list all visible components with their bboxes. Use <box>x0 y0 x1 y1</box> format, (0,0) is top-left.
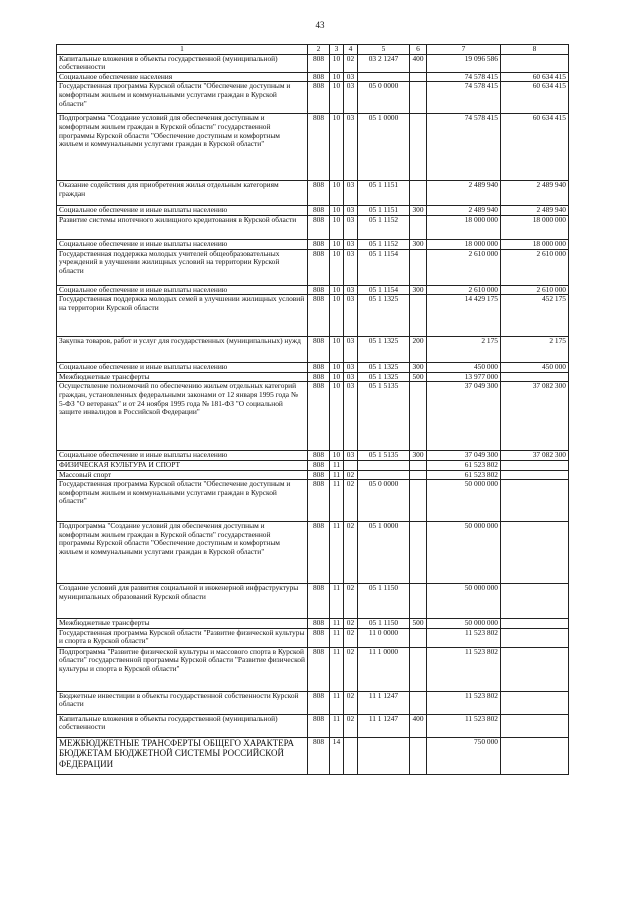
cell-subsection: 03 <box>344 215 358 239</box>
cell-subsection: 03 <box>344 206 358 216</box>
cell-subsection: 03 <box>344 337 358 363</box>
table-row <box>57 249 569 285</box>
cell-amount-year-1: 13 977 000 <box>427 372 501 382</box>
cell-subsection: 02 <box>344 714 358 737</box>
cell-subsection: 03 <box>344 82 358 114</box>
row-description: Социальное обеспечение и иные выплаты населению <box>57 285 308 295</box>
cell-ministry-code: 808 <box>308 82 330 114</box>
row-description: ФИЗИЧЕСКАЯ КУЛЬТУРА И СПОРТ <box>57 460 308 470</box>
cell-amount-year-2: 60 634 415 <box>501 82 569 114</box>
table-row <box>57 382 569 451</box>
cell-section: 10 <box>330 382 344 451</box>
row-description: Капитальные вложения в объекты государственной (муниципальной) собственности <box>57 714 308 737</box>
cell-amount-year-2 <box>501 522 569 584</box>
cell-subsection: 03 <box>344 181 358 206</box>
cell-target-article: 11 1 1247 <box>358 691 410 714</box>
cell-subsection: 02 <box>344 647 358 691</box>
cell-amount-year-2 <box>501 619 569 629</box>
cell-subsection: 03 <box>344 295 358 337</box>
row-description: Социальное обеспечение и иные выплаты населению <box>57 206 308 216</box>
row-description: Государственная программа Курской области "Обеспечение доступным и комфортным жильем и коммунальными услугами граждан в Курской области" <box>57 82 308 114</box>
cell-expense-type <box>410 249 427 285</box>
cell-target-article: 05 1 0000 <box>358 522 410 584</box>
cell-target-article: 05 1 5135 <box>358 382 410 451</box>
cell-section: 10 <box>330 249 344 285</box>
cell-expense-type <box>410 647 427 691</box>
cell-amount-year-2 <box>501 480 569 522</box>
cell-ministry-code: 808 <box>308 737 330 774</box>
column-header: 7 <box>427 45 501 55</box>
cell-subsection: 03 <box>344 363 358 373</box>
cell-target-article: 03 2 1247 <box>358 54 410 72</box>
table-row <box>57 295 569 337</box>
cell-amount-year-1: 18 000 000 <box>427 239 501 249</box>
cell-section: 11 <box>330 584 344 619</box>
cell-section: 10 <box>330 295 344 337</box>
cell-section: 10 <box>330 363 344 373</box>
table-row <box>57 451 569 461</box>
cell-ministry-code: 808 <box>308 647 330 691</box>
cell-subsection: 02 <box>344 691 358 714</box>
cell-expense-type <box>410 691 427 714</box>
cell-section: 10 <box>330 181 344 206</box>
row-description: Создание условий для развития социальной и инженерной инфраструктуры муниципальных образований Курской области <box>57 584 308 619</box>
table-row <box>57 372 569 382</box>
table-row <box>57 737 569 774</box>
cell-amount-year-2 <box>501 691 569 714</box>
cell-subsection: 03 <box>344 249 358 285</box>
cell-section: 11 <box>330 628 344 647</box>
cell-section: 10 <box>330 72 344 82</box>
cell-amount-year-2: 452 175 <box>501 295 569 337</box>
row-description: Социальное обеспечение и иные выплаты населению <box>57 363 308 373</box>
table-row <box>57 714 569 737</box>
row-description: Государственная поддержка молодых учителей общеобразовательных учреждений в улучшении жилищных условий на территории Курской области <box>57 249 308 285</box>
cell-section: 11 <box>330 470 344 480</box>
cell-amount-year-2: 2 610 000 <box>501 285 569 295</box>
cell-subsection <box>344 460 358 470</box>
row-description: Капитальные вложения в объекты государственной (муниципальной) собственности <box>57 54 308 72</box>
cell-amount-year-2: 2 175 <box>501 337 569 363</box>
cell-section: 10 <box>330 206 344 216</box>
cell-target-article: 05 1 1151 <box>358 206 410 216</box>
cell-expense-type: 200 <box>410 337 427 363</box>
cell-ministry-code: 808 <box>308 54 330 72</box>
cell-amount-year-1: 50 000 000 <box>427 522 501 584</box>
row-description: Развитие системы ипотечного жилищного кредитования в Курской области <box>57 215 308 239</box>
row-description: Массовый спорт <box>57 470 308 480</box>
row-description: Межбюджетные трансферты <box>57 372 308 382</box>
cell-ministry-code: 808 <box>308 285 330 295</box>
cell-ministry-code: 808 <box>308 451 330 461</box>
cell-amount-year-2: 60 634 415 <box>501 72 569 82</box>
cell-amount-year-2 <box>501 714 569 737</box>
cell-section: 14 <box>330 737 344 774</box>
cell-subsection: 02 <box>344 54 358 72</box>
cell-amount-year-2: 18 000 000 <box>501 215 569 239</box>
column-header: 4 <box>344 45 358 55</box>
row-description: Социальное обеспечение и иные выплаты населению <box>57 239 308 249</box>
cell-section: 10 <box>330 372 344 382</box>
cell-ministry-code: 808 <box>308 691 330 714</box>
cell-amount-year-1: 11 523 802 <box>427 714 501 737</box>
budget-table <box>56 44 569 775</box>
cell-amount-year-1: 11 523 802 <box>427 647 501 691</box>
cell-amount-year-1: 2 610 000 <box>427 285 501 295</box>
cell-expense-type <box>410 181 427 206</box>
cell-amount-year-1: 14 429 175 <box>427 295 501 337</box>
cell-target-article: 05 1 1150 <box>358 619 410 629</box>
cell-expense-type <box>410 114 427 181</box>
table-row <box>57 522 569 584</box>
cell-section: 10 <box>330 451 344 461</box>
cell-subsection: 03 <box>344 285 358 295</box>
row-description: Государственная поддержка молодых семей в улучшении жилищных условий на территории Курской области <box>57 295 308 337</box>
cell-target-article: 05 1 5135 <box>358 451 410 461</box>
cell-amount-year-1: 74 578 415 <box>427 82 501 114</box>
cell-amount-year-2: 2 610 000 <box>501 249 569 285</box>
cell-ministry-code: 808 <box>308 714 330 737</box>
cell-target-article: 05 1 1154 <box>358 285 410 295</box>
cell-ministry-code: 808 <box>308 628 330 647</box>
cell-amount-year-2 <box>501 628 569 647</box>
cell-amount-year-1: 450 000 <box>427 363 501 373</box>
cell-ministry-code: 808 <box>308 470 330 480</box>
row-description: Государственная программа Курской области "Обеспечение доступным и комфортным жильем и коммунальными услугами граждан в Курской области" <box>57 480 308 522</box>
cell-target-article <box>358 460 410 470</box>
table-row <box>57 72 569 82</box>
column-header: 2 <box>308 45 330 55</box>
cell-ministry-code: 808 <box>308 114 330 181</box>
table-row <box>57 460 569 470</box>
table-row <box>57 82 569 114</box>
column-header: 8 <box>501 45 569 55</box>
cell-section: 11 <box>330 480 344 522</box>
cell-target-article: 05 1 1152 <box>358 215 410 239</box>
cell-amount-year-2 <box>501 470 569 480</box>
cell-target-article: 11 1 1247 <box>358 714 410 737</box>
cell-amount-year-2 <box>501 54 569 72</box>
cell-ministry-code: 808 <box>308 584 330 619</box>
cell-ministry-code: 808 <box>308 249 330 285</box>
cell-section: 11 <box>330 619 344 629</box>
cell-amount-year-1: 74 578 415 <box>427 72 501 82</box>
cell-ministry-code: 808 <box>308 72 330 82</box>
row-description: Подпрограмма "Развитие физической культуры и массового спорта в Курской области" государственной программы Курской области "Развитие физической культуры и спорта в Курской области" <box>57 647 308 691</box>
cell-ministry-code: 808 <box>308 382 330 451</box>
row-description: Бюджетные инвестиции в объекты государственной собственности Курской области <box>57 691 308 714</box>
row-description: Межбюджетные трансферты <box>57 619 308 629</box>
cell-target-article: 05 1 0000 <box>358 114 410 181</box>
cell-amount-year-2: 37 082 300 <box>501 451 569 461</box>
row-description: Подпрограмма "Создание условий для обеспечения доступным и комфортным жильем граждан в Курской области" государственной программы Курской области "Обеспечение доступным и комфортным жильем и коммунальными услугами граждан в Курской области" <box>57 522 308 584</box>
cell-section: 10 <box>330 114 344 181</box>
cell-amount-year-2: 2 489 940 <box>501 181 569 206</box>
cell-amount-year-2 <box>501 647 569 691</box>
cell-expense-type: 300 <box>410 206 427 216</box>
cell-amount-year-2: 2 489 940 <box>501 206 569 216</box>
cell-section: 11 <box>330 647 344 691</box>
cell-ministry-code: 808 <box>308 480 330 522</box>
table-row <box>57 480 569 522</box>
cell-ministry-code: 808 <box>308 363 330 373</box>
cell-amount-year-1: 750 000 <box>427 737 501 774</box>
cell-section: 10 <box>330 239 344 249</box>
row-description: Подпрограмма "Создание условий для обеспечения доступным и комфортным жильем граждан в Курской области" государственной программы Курской области "Обеспечение доступным и комфортным жильем и коммунальными услугами граждан в Курской области" <box>57 114 308 181</box>
cell-expense-type: 400 <box>410 54 427 72</box>
cell-target-article: 05 1 1151 <box>358 181 410 206</box>
cell-target-article: 11 1 0000 <box>358 647 410 691</box>
table-row <box>57 337 569 363</box>
row-description: Социальное обеспечение населения <box>57 72 308 82</box>
cell-subsection: 02 <box>344 619 358 629</box>
cell-section: 11 <box>330 460 344 470</box>
cell-subsection: 03 <box>344 72 358 82</box>
cell-ministry-code: 808 <box>308 372 330 382</box>
cell-subsection: 03 <box>344 451 358 461</box>
cell-amount-year-2 <box>501 737 569 774</box>
cell-amount-year-1: 37 049 300 <box>427 382 501 451</box>
cell-expense-type: 400 <box>410 714 427 737</box>
table-row <box>57 584 569 619</box>
cell-expense-type <box>410 382 427 451</box>
cell-expense-type: 500 <box>410 372 427 382</box>
column-header: 1 <box>57 45 308 55</box>
table-row <box>57 206 569 216</box>
cell-amount-year-1: 18 000 000 <box>427 215 501 239</box>
table-row <box>57 285 569 295</box>
table-row <box>57 239 569 249</box>
table-header-row <box>57 45 569 55</box>
cell-subsection: 03 <box>344 114 358 181</box>
table-row <box>57 691 569 714</box>
row-description: Осуществление полномочий по обеспечению жильем отдельных категорий граждан, установленных федеральными законами от 12 января 1995 года № 5-ФЗ "О ветеранах" и от 24 ноября 1995 года № 181-ФЗ "О социальной защите инвалидов в Российской Федерации" <box>57 382 308 451</box>
table-row <box>57 114 569 181</box>
cell-ministry-code: 808 <box>308 239 330 249</box>
table-row <box>57 363 569 373</box>
cell-expense-type: 500 <box>410 619 427 629</box>
cell-expense-type <box>410 628 427 647</box>
cell-expense-type <box>410 295 427 337</box>
cell-amount-year-1: 74 578 415 <box>427 114 501 181</box>
cell-section: 11 <box>330 714 344 737</box>
cell-expense-type: 300 <box>410 239 427 249</box>
cell-target-article: 11 0 0000 <box>358 628 410 647</box>
cell-target-article: 05 1 1154 <box>358 249 410 285</box>
cell-amount-year-2 <box>501 372 569 382</box>
cell-amount-year-1: 2 175 <box>427 337 501 363</box>
table-row <box>57 470 569 480</box>
cell-target-article: 05 1 1150 <box>358 584 410 619</box>
cell-amount-year-2: 18 000 000 <box>501 239 569 249</box>
cell-subsection: 02 <box>344 522 358 584</box>
cell-amount-year-1: 50 000 000 <box>427 584 501 619</box>
table-row <box>57 54 569 72</box>
cell-target-article: 05 0 0000 <box>358 82 410 114</box>
cell-expense-type <box>410 584 427 619</box>
cell-section: 10 <box>330 215 344 239</box>
page-number: 43 <box>315 20 325 30</box>
cell-subsection: 03 <box>344 239 358 249</box>
cell-amount-year-2 <box>501 584 569 619</box>
table-row <box>57 647 569 691</box>
cell-amount-year-1: 2 489 940 <box>427 181 501 206</box>
cell-expense-type: 300 <box>410 451 427 461</box>
cell-section: 10 <box>330 82 344 114</box>
cell-amount-year-2: 60 634 415 <box>501 114 569 181</box>
cell-expense-type <box>410 737 427 774</box>
cell-ministry-code: 808 <box>308 181 330 206</box>
cell-target-article <box>358 737 410 774</box>
cell-expense-type: 300 <box>410 285 427 295</box>
cell-target-article <box>358 72 410 82</box>
cell-amount-year-1: 11 523 802 <box>427 691 501 714</box>
cell-amount-year-2: 450 000 <box>501 363 569 373</box>
cell-expense-type <box>410 82 427 114</box>
cell-subsection: 02 <box>344 628 358 647</box>
cell-section: 10 <box>330 285 344 295</box>
cell-target-article: 05 1 1152 <box>358 239 410 249</box>
cell-target-article <box>358 470 410 480</box>
cell-section: 11 <box>330 691 344 714</box>
cell-target-article: 05 1 1325 <box>358 295 410 337</box>
cell-subsection: 03 <box>344 382 358 451</box>
table-row <box>57 181 569 206</box>
cell-expense-type <box>410 480 427 522</box>
cell-expense-type: 300 <box>410 363 427 373</box>
cell-ministry-code: 808 <box>308 295 330 337</box>
cell-subsection: 03 <box>344 372 358 382</box>
cell-expense-type <box>410 460 427 470</box>
cell-amount-year-1: 50 000 000 <box>427 619 501 629</box>
cell-target-article: 05 1 1325 <box>358 363 410 373</box>
cell-subsection: 02 <box>344 480 358 522</box>
cell-ministry-code: 808 <box>308 460 330 470</box>
cell-expense-type <box>410 215 427 239</box>
cell-section: 11 <box>330 522 344 584</box>
cell-amount-year-1: 2 489 940 <box>427 206 501 216</box>
cell-amount-year-1: 11 523 802 <box>427 628 501 647</box>
cell-subsection <box>344 737 358 774</box>
table-row <box>57 628 569 647</box>
cell-ministry-code: 808 <box>308 619 330 629</box>
column-header: 3 <box>330 45 344 55</box>
cell-expense-type <box>410 522 427 584</box>
cell-amount-year-1: 2 610 000 <box>427 249 501 285</box>
cell-amount-year-2: 37 082 300 <box>501 382 569 451</box>
table-row <box>57 619 569 629</box>
cell-ministry-code: 808 <box>308 206 330 216</box>
cell-target-article: 05 1 1325 <box>358 337 410 363</box>
cell-target-article: 05 1 1325 <box>358 372 410 382</box>
table-row <box>57 215 569 239</box>
cell-subsection: 02 <box>344 470 358 480</box>
row-description: Оказание содействия для приобретения жилья отдельным категориям граждан <box>57 181 308 206</box>
cell-section: 10 <box>330 54 344 72</box>
column-header: 5 <box>358 45 410 55</box>
cell-amount-year-1: 19 096 586 <box>427 54 501 72</box>
cell-amount-year-2 <box>501 460 569 470</box>
cell-amount-year-1: 61 523 802 <box>427 460 501 470</box>
cell-ministry-code: 808 <box>308 215 330 239</box>
column-header: 6 <box>410 45 427 55</box>
cell-subsection: 02 <box>344 584 358 619</box>
cell-expense-type <box>410 72 427 82</box>
row-description: МЕЖБЮДЖЕТНЫЕ ТРАНСФЕРТЫ ОБЩЕГО ХАРАКТЕРА БЮДЖЕТАМ БЮДЖЕТНОЙ СИСТЕМЫ РОССИЙСКОЙ ФЕДЕРАЦИИ <box>57 737 308 774</box>
cell-amount-year-1: 37 049 300 <box>427 451 501 461</box>
row-description: Государственная программа Курской области "Развитие физической культуры и спорта в Курской области" <box>57 628 308 647</box>
cell-target-article: 05 0 0000 <box>358 480 410 522</box>
cell-amount-year-1: 61 523 802 <box>427 470 501 480</box>
cell-amount-year-1: 50 000 000 <box>427 480 501 522</box>
cell-expense-type <box>410 470 427 480</box>
cell-ministry-code: 808 <box>308 337 330 363</box>
cell-section: 10 <box>330 337 344 363</box>
row-description: Социальное обеспечение и иные выплаты населению <box>57 451 308 461</box>
row-description: Закупка товаров, работ и услуг для государственных (муниципальных) нужд <box>57 337 308 363</box>
cell-ministry-code: 808 <box>308 522 330 584</box>
